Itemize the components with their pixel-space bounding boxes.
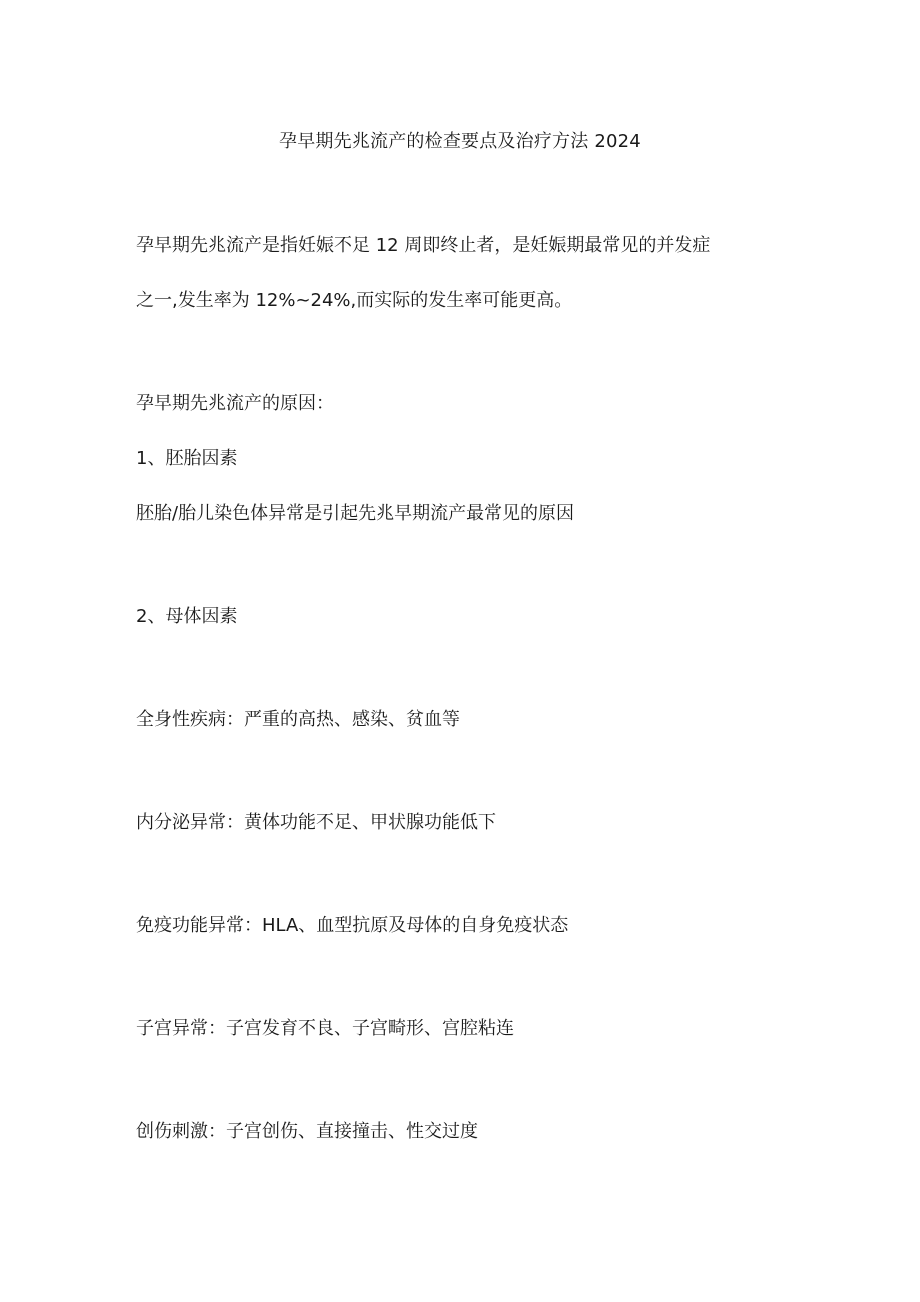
cause-1-text: 胚胎/胎儿染色体异常是引起先兆早期流产最常见的原因: [136, 503, 575, 524]
maternal-item-systemic-disease: 全身性疾病：严重的高热、感染、贫血等: [136, 709, 460, 730]
causes-heading: 孕早期先兆流产的原因：: [136, 393, 334, 414]
maternal-item-trauma: 创伤刺激：子宫创伤、直接撞击、性交过度: [136, 1121, 478, 1142]
maternal-item-uterine: 子宫异常：子宫发育不良、子宫畸形、宫腔粘连: [136, 1018, 514, 1039]
intro-paragraph-line-2: 之一,发生率为 12%~24%,而实际的发生率可能更高。: [136, 290, 573, 311]
cause-1-heading: 1、胚胎因素: [136, 448, 238, 469]
cause-2-heading: 2、母体因素: [136, 606, 238, 627]
maternal-item-immune: 免疫功能异常：HLA、血型抗原及母体的自身免疫状态: [136, 915, 569, 936]
maternal-item-endocrine: 内分泌异常：黄体功能不足、甲状腺功能低下: [136, 812, 496, 833]
document-title: 孕早期先兆流产的检查要点及治疗方法 2024: [279, 131, 641, 152]
intro-paragraph-line-1: 孕早期先兆流产是指妊娠不足 12 周即终止者，是妊娠期最常见的并发症: [136, 235, 711, 256]
